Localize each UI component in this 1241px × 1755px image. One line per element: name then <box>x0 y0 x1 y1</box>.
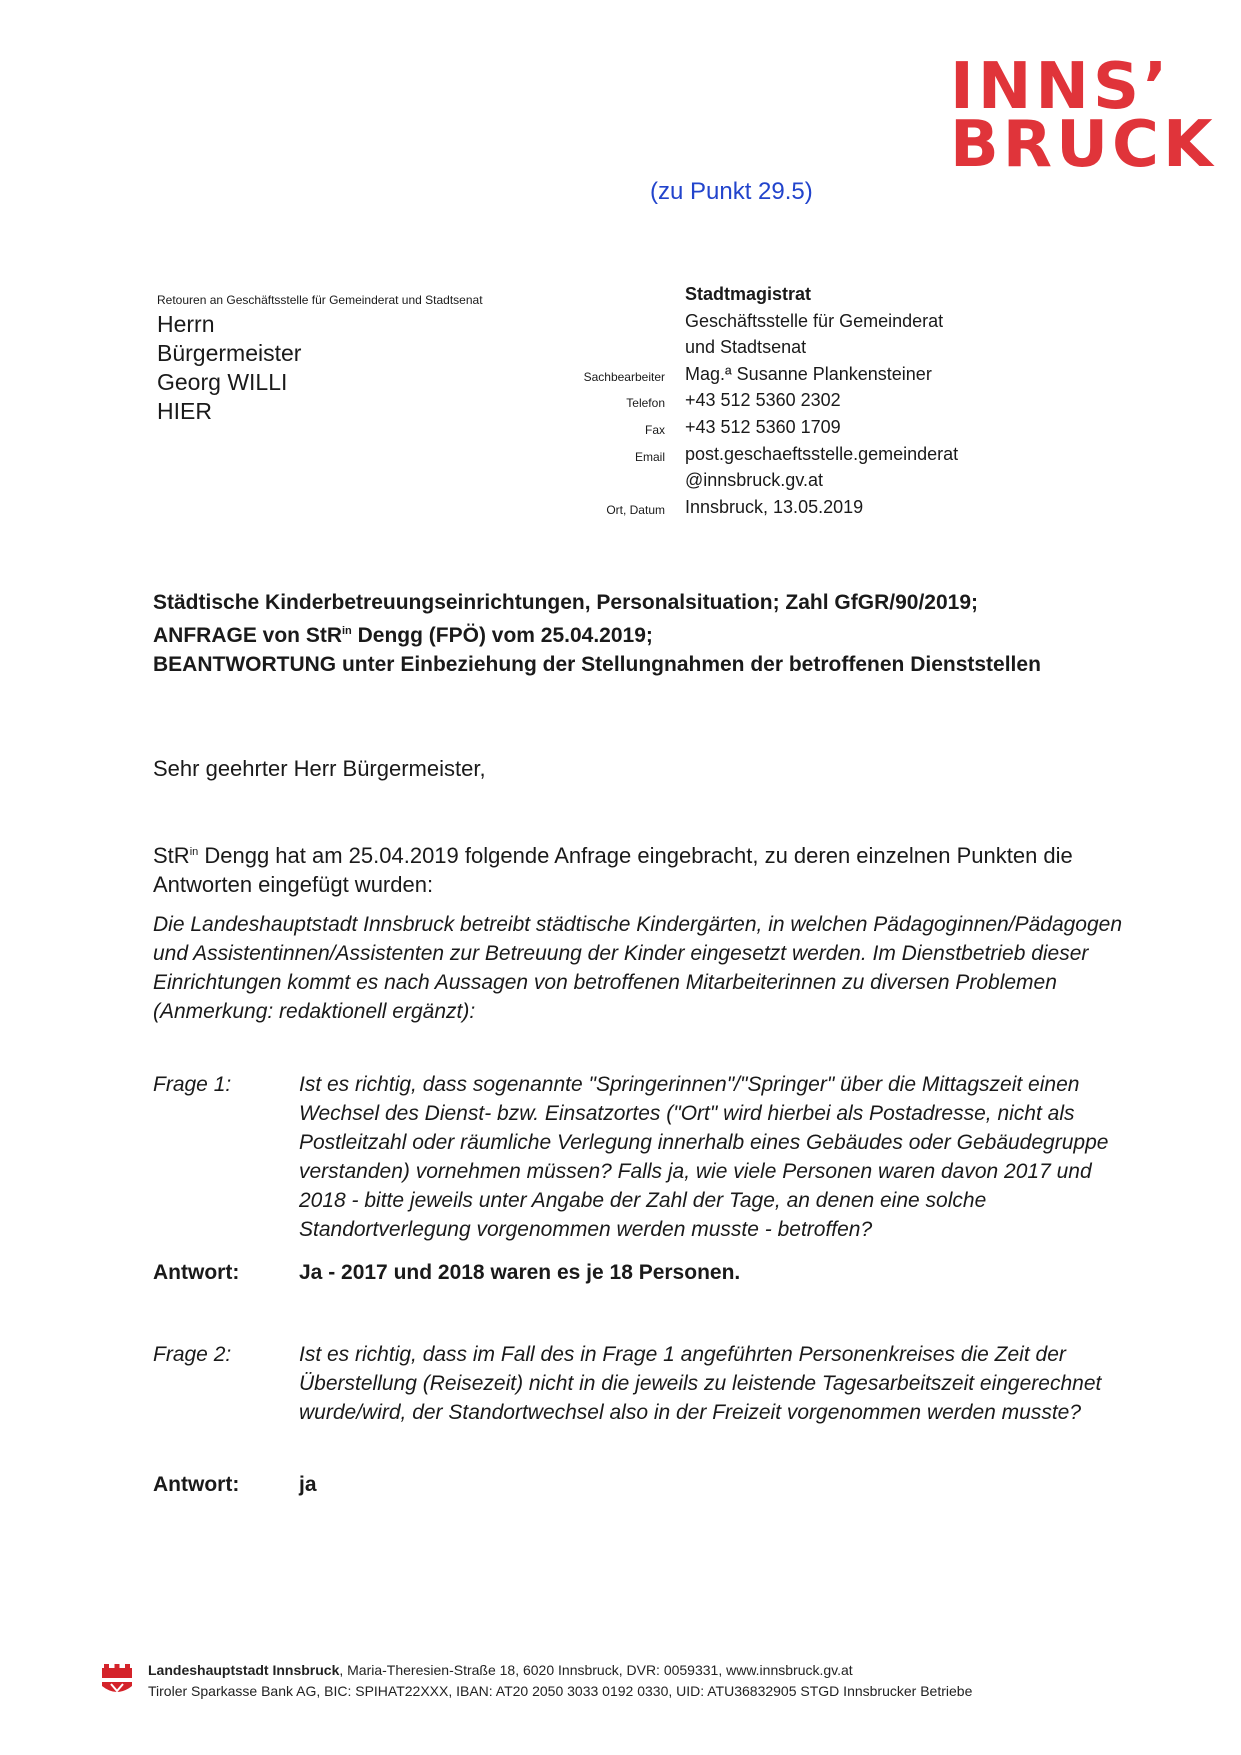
inquiry-intro: Die Landeshauptstadt Innsbruck betreibt städtische Kindergärten, in welchen Pädagoginnen/Pädagogen und Assistentinnen/Assistenten zur Betreuung der Kinder eingesetzt werden. Im Dienstbetrieb dieser Einrichtungen kommt es nach Aussagen von betroffenen Mitarbeiterinnen zu diversen Problemen (Anmerkung: redaktionell ergänzt): <box>153 913 1123 1023</box>
sender-office: Stadtmagistrat <box>685 284 812 304</box>
recipient-line: HIER <box>157 398 212 424</box>
body-superscript: in <box>189 846 199 858</box>
email-address[interactable]: post.geschaeftsstelle.gemeinderat <box>685 443 959 464</box>
sender-info <box>500 284 1060 523</box>
email-label: Email <box>634 449 665 464</box>
sender-department: Geschäftsstelle für Gemeinderat <box>685 310 944 331</box>
question-text: Ist es richtig, dass sogenannte "Springerinnen"/"Springer" über die Mittagszeit einen Wechsel des Dienst- bzw. Einsatzortes ("Ort" wird hierbei als Postadresse, nicht als Postleitzahl oder räumliche Verlegung innerhalb eines Gebäudes oder Gebäudegruppe verstanden) vornehmen müssen? Falls ja, wie viele Personen waren davon 2017 und 2018 - bitte jeweils unter Angabe der Zahl der Tage, an denen eine solche Standortverlegung vorgenommen werden musste - betroffen? <box>299 1073 1109 1241</box>
body-text: StR <box>153 843 190 868</box>
greeting: Sehr geehrter Herr Bürgermeister, <box>153 756 486 781</box>
subject-line-2 <box>153 617 1041 650</box>
fax-number: +43 512 5360 1709 <box>685 416 841 437</box>
subject-line-2-rest: Dengg (FPÖ) vom 25.04.2019; <box>351 624 653 647</box>
body-text-rest: Dengg hat am 25.04.2019 folgende Anfrage eingebracht, zu deren einzelnen Punkten die Antworten eingefügt wurden: <box>153 843 1073 897</box>
phone-number: +43 512 5360 2302 <box>685 390 841 411</box>
innsbruck-logo <box>950 50 1217 182</box>
recipient-line: Georg WILLI <box>157 369 288 395</box>
fax-label: Fax <box>644 422 665 437</box>
answer-text: Ja - 2017 und 2018 waren es je 18 Personen. <box>299 1261 741 1284</box>
question-block <box>153 1340 1133 1500</box>
footer-line-2: Tiroler Sparkasse Bank AG, BIC: SPIHAT22XXX, IBAN: AT20 2050 3033 0192 0330, UID: ATU36832905 STGD Innsbrucker Betriebe <box>148 1683 973 1699</box>
sender-department: und Stadtsenat <box>685 337 807 358</box>
logo-line-2: BRUCK <box>950 108 1217 182</box>
question-label: Frage 2: <box>153 1343 232 1366</box>
subject-line-3: BEANTWORTUNG unter Einbeziehung der Stellungnahmen der betroffenen Dienststellen <box>153 653 1041 676</box>
question-block <box>153 1070 1133 1284</box>
answer-label: Antwort: <box>153 1473 240 1496</box>
subject-block <box>153 588 1041 679</box>
logo-line-1: INNS’ <box>950 50 1172 124</box>
answer-text: ja <box>299 1473 317 1496</box>
recipient-address <box>157 310 301 426</box>
subject-superscript: in <box>342 625 352 637</box>
question-label: Frage 1: <box>153 1073 232 1096</box>
recipient-line: Herrn <box>157 311 215 337</box>
return-address-line: Retouren an Geschäftsstelle für Gemeinderat und Stadtsenat <box>157 293 483 307</box>
answer-label: Antwort: <box>153 1261 240 1284</box>
footer-address: , Maria-Theresien-Straße 18, 6020 Innsbruck, DVR: 0059331, www.innsbruck.gv.at <box>339 1662 853 1678</box>
footer-org: Landeshauptstadt Innsbruck <box>148 1662 340 1678</box>
subject-line-2-text: ANFRAGE von StR <box>153 624 342 647</box>
agenda-reference: (zu Punkt 29.5) <box>650 178 813 205</box>
phone-label: Telefon <box>626 396 665 411</box>
clerk-name: Mag.ª Susanne Plankensteiner <box>685 363 932 384</box>
intro-paragraph <box>153 838 1133 899</box>
subject-line-1: Städtische Kinderbetreuungseinrichtungen, Personalsituation; Zahl GfGR/90/2019; <box>153 591 978 614</box>
question-text: Ist es richtig, dass im Fall des in Frage 1 angeführten Personenkreises die Zeit der Überstellung (Reisezeit) nicht in die jeweils zu leistende Tagesarbeitszeit eingerechnet wurde/wird, der Standortwechsel also in der Freizeit vorgenommen werden musste? <box>299 1343 1102 1424</box>
email-domain[interactable]: @innsbruck.gv.at <box>685 470 823 491</box>
date-label: Ort, Datum <box>606 502 665 517</box>
clerk-label: Sachbearbeiter <box>583 369 665 384</box>
recipient-line: Bürgermeister <box>157 340 302 366</box>
city-emblem-icon <box>102 1664 132 1698</box>
footer-line-1 <box>148 1660 853 1681</box>
place-date: Innsbruck, 13.05.2019 <box>685 496 864 517</box>
